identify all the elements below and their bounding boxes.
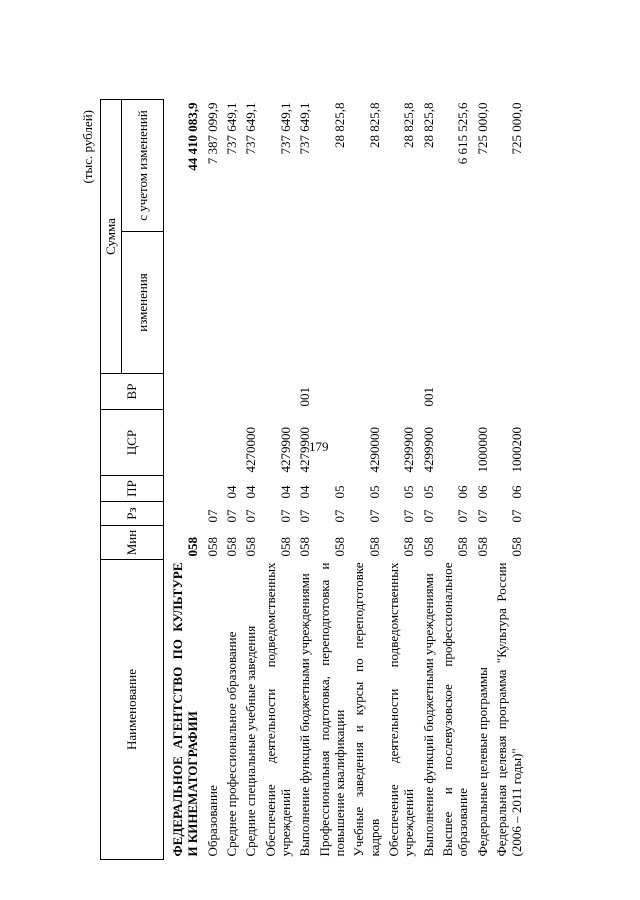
cell-rz: 07 bbox=[366, 509, 382, 523]
cell-csr bbox=[315, 410, 350, 476]
cell-name: Федеральные целевые программы bbox=[474, 667, 490, 857]
cell-csr: 4299900 bbox=[401, 427, 417, 473]
cell-changes bbox=[315, 232, 350, 374]
cell-total: 28 825,8 bbox=[420, 102, 436, 148]
cell-min: 058 bbox=[277, 537, 293, 557]
cell-pr: 05 bbox=[331, 485, 347, 499]
cell-changes bbox=[164, 232, 203, 374]
cell-vr bbox=[349, 374, 384, 410]
page-number: 179 bbox=[309, 439, 329, 454]
cell-name: Средние специальные учебные заведения bbox=[243, 625, 259, 857]
cell-vr bbox=[473, 374, 492, 410]
table-row bbox=[473, 100, 492, 860]
table-row bbox=[349, 100, 384, 860]
cell-name: Среднее профессиональное образование bbox=[223, 631, 239, 857]
cell-vr bbox=[261, 374, 296, 410]
cell-pr: 06 bbox=[474, 485, 490, 499]
cell-total: 28 825,8 bbox=[331, 102, 347, 148]
budget-table bbox=[100, 99, 527, 860]
cell-rz: 07 bbox=[297, 509, 313, 523]
cell-changes bbox=[203, 232, 222, 374]
cell-pr bbox=[164, 476, 203, 502]
cell-pr: 05 bbox=[420, 485, 436, 499]
cell-name: Федеральная целевая программа "Культура России (2006 – 2011 годы)" bbox=[493, 562, 525, 857]
cell-min: 058 bbox=[401, 537, 417, 557]
table-row bbox=[295, 100, 314, 860]
cell-csr: 4299900 bbox=[420, 427, 436, 473]
cell-name: Обеспечение деятельности подведомственных учреждений bbox=[385, 562, 417, 857]
cell-csr: 4270000 bbox=[243, 427, 259, 473]
table-row bbox=[261, 100, 296, 860]
table-row bbox=[315, 100, 350, 860]
cell-changes bbox=[222, 232, 241, 374]
cell-pr: 05 bbox=[366, 485, 382, 499]
cell-pr: 05 bbox=[401, 485, 417, 499]
table-row bbox=[222, 100, 241, 860]
cell-csr: 4290000 bbox=[366, 427, 382, 473]
cell-total: 737 649,1 bbox=[297, 102, 313, 155]
table-row bbox=[203, 100, 222, 860]
cell-total: 28 825,8 bbox=[401, 102, 417, 148]
cell-changes bbox=[438, 232, 473, 374]
cell-vr bbox=[222, 374, 241, 410]
cell-total: 44 410 083,9 bbox=[185, 102, 201, 171]
cell-min: 058 bbox=[420, 537, 436, 557]
rotated-page bbox=[80, 100, 610, 860]
cell-rz: 07 bbox=[420, 509, 436, 523]
cell-total: 7 387 099,9 bbox=[204, 102, 220, 165]
header-changes: изменения bbox=[122, 232, 164, 374]
cell-min: 058 bbox=[297, 537, 313, 557]
table-row bbox=[384, 100, 419, 860]
cell-pr bbox=[203, 476, 222, 502]
cell-min: 058 bbox=[243, 537, 259, 557]
cell-changes bbox=[349, 232, 384, 374]
cell-rz: 07 bbox=[331, 509, 347, 523]
cell-vr bbox=[203, 374, 222, 410]
table-row bbox=[492, 100, 527, 860]
cell-changes bbox=[419, 232, 438, 374]
cell-changes bbox=[473, 232, 492, 374]
cell-total: 6 615 525,6 bbox=[455, 102, 471, 165]
cell-csr: 4279900 bbox=[277, 427, 293, 473]
cell-vr bbox=[241, 374, 260, 410]
cell-rz: 07 bbox=[204, 509, 220, 523]
cell-csr bbox=[203, 410, 222, 476]
cell-total: 737 649,1 bbox=[243, 102, 259, 155]
cell-pr: 06 bbox=[455, 485, 471, 499]
cell-rz: 07 bbox=[401, 509, 417, 523]
cell-vr bbox=[315, 374, 350, 410]
cell-name: Выполнение функций бюджетными учреждениями bbox=[420, 573, 436, 857]
cell-pr: 04 bbox=[243, 485, 259, 499]
cell-csr: 1000000 bbox=[474, 427, 490, 473]
cell-total: 725 000,0 bbox=[474, 102, 490, 155]
cell-rz: 07 bbox=[509, 509, 525, 523]
cell-rz: 07 bbox=[455, 509, 471, 523]
cell-pr: 04 bbox=[277, 485, 293, 499]
cell-min: 058 bbox=[474, 537, 490, 557]
cell-min: 058 bbox=[204, 537, 220, 557]
cell-name: Обеспечение деятельности подведомственных учреждений bbox=[262, 562, 293, 857]
cell-name: Учебные заведения и курсы по переподготовке кадров bbox=[351, 562, 382, 857]
cell-vr: 001 bbox=[297, 387, 313, 407]
cell-changes bbox=[261, 232, 296, 374]
cell-changes bbox=[295, 232, 314, 374]
cell-min: 058 bbox=[223, 537, 239, 557]
cell-changes bbox=[384, 232, 419, 374]
cell-name: Высшее и послевузовское профессиональное образование bbox=[439, 562, 471, 857]
header-vr: ВР bbox=[101, 374, 164, 410]
cell-min: 058 bbox=[455, 537, 471, 557]
table-row bbox=[241, 100, 260, 860]
header-rz: Рз bbox=[101, 502, 164, 526]
cell-vr bbox=[384, 374, 419, 410]
table-body bbox=[164, 100, 527, 860]
cell-csr: 4279900 bbox=[297, 427, 313, 473]
header-with-changes: с учетом изменений bbox=[122, 100, 164, 232]
cell-name: Профессиональная подготовка, переподготовка и повышение квалификации bbox=[316, 562, 347, 857]
cell-total: 737 649,1 bbox=[223, 102, 239, 155]
cell-min: 058 bbox=[331, 537, 347, 557]
cell-changes bbox=[492, 232, 527, 374]
table-header bbox=[101, 100, 164, 860]
cell-csr bbox=[438, 410, 473, 476]
unit-label: (тыс. рублей) bbox=[80, 110, 95, 184]
header-sum: Сумма bbox=[101, 100, 122, 374]
header-min: Мин bbox=[101, 526, 164, 560]
cell-name: ФЕДЕРАЛЬНОЕ АГЕНТСТВО ПО КУЛЬТУРЕ И КИНЕМАТОГРАФИИ bbox=[170, 562, 201, 857]
header-csr: ЦСР bbox=[101, 410, 164, 476]
cell-csr: 1000200 bbox=[509, 427, 525, 473]
cell-rz: 07 bbox=[277, 509, 293, 523]
table-row bbox=[419, 100, 438, 860]
cell-name: Образование bbox=[204, 785, 220, 857]
cell-total: 737 649,1 bbox=[277, 102, 293, 155]
cell-name: Выполнение функций бюджетными учреждениями bbox=[297, 573, 313, 857]
cell-vr bbox=[164, 374, 203, 410]
cell-rz: 07 bbox=[223, 509, 239, 523]
header-name: Наименование bbox=[101, 560, 164, 860]
table-row bbox=[164, 100, 203, 860]
cell-vr bbox=[438, 374, 473, 410]
cell-min: 058 bbox=[185, 537, 201, 557]
cell-total: 28 825,8 bbox=[366, 102, 382, 148]
cell-csr bbox=[222, 410, 241, 476]
cell-pr: 04 bbox=[297, 485, 313, 499]
header-pr: ПР bbox=[101, 476, 164, 502]
cell-rz bbox=[164, 502, 203, 526]
cell-min: 058 bbox=[509, 537, 525, 557]
table-row bbox=[438, 100, 473, 860]
cell-rz: 07 bbox=[474, 509, 490, 523]
cell-changes bbox=[241, 232, 260, 374]
cell-pr: 06 bbox=[509, 485, 525, 499]
cell-total: 725 000,0 bbox=[509, 102, 525, 155]
cell-vr bbox=[492, 374, 527, 410]
cell-vr: 001 bbox=[420, 387, 436, 407]
cell-pr: 04 bbox=[223, 485, 239, 499]
cell-min: 058 bbox=[366, 537, 382, 557]
cell-csr bbox=[164, 410, 203, 476]
cell-rz: 07 bbox=[243, 509, 259, 523]
